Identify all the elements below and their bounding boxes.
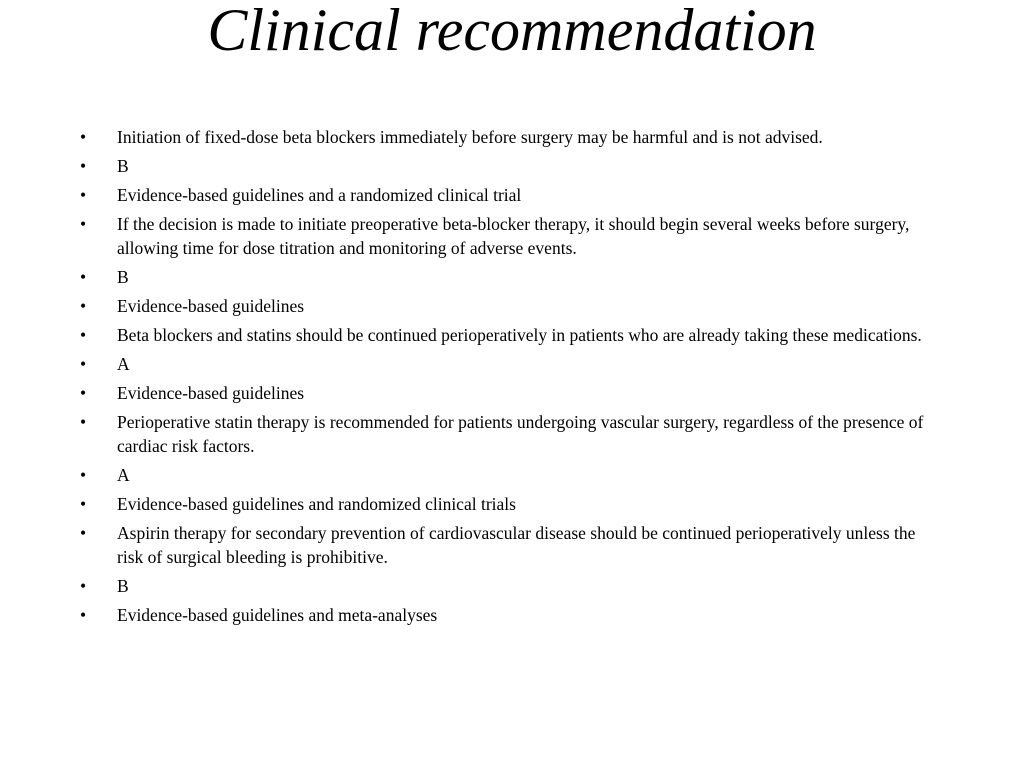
list-item: [80, 410, 940, 458]
bullet-icon: •: [80, 267, 87, 287]
list-item: [80, 154, 940, 178]
list-item-text: B: [117, 156, 129, 176]
bullet-icon: •: [80, 354, 87, 374]
bullet-icon: •: [80, 605, 87, 625]
list-item-text: A: [117, 465, 130, 485]
bullet-icon: •: [80, 325, 87, 345]
list-item: [80, 521, 940, 569]
bullet-icon: •: [80, 296, 87, 316]
list-item: [80, 125, 940, 149]
list-item-text: Perioperative statin therapy is recommended for patients undergoing vascular surgery, regardless of the presence of cardiac risk factors.: [117, 412, 924, 456]
bullet-icon: •: [80, 494, 87, 514]
list-item-text: Evidence-based guidelines and a randomized clinical trial: [117, 185, 522, 205]
list-item: [80, 265, 940, 289]
list-item-text: Evidence-based guidelines and meta-analyses: [117, 605, 438, 625]
list-item: [80, 183, 940, 207]
bullet-icon: •: [80, 576, 87, 596]
bullet-list: [80, 125, 940, 632]
bullet-icon: •: [80, 523, 87, 543]
bullet-icon: •: [80, 412, 87, 432]
bullet-icon: •: [80, 214, 87, 234]
list-item: [80, 212, 940, 260]
list-item-text: Aspirin therapy for secondary prevention of cardiovascular disease should be continued perioperatively unless the risk of surgical bleeding is prohibitive.: [117, 523, 916, 567]
slide-title: Clinical recommendation: [207, 0, 817, 63]
list-item-text: Evidence-based guidelines and randomized clinical trials: [117, 494, 516, 514]
list-item-text: B: [117, 576, 129, 596]
list-item-text: Evidence-based guidelines: [117, 296, 305, 316]
bullet-icon: •: [80, 127, 87, 147]
bullet-icon: •: [80, 383, 87, 403]
list-item-text: If the decision is made to initiate preoperative beta-blocker therapy, it should begin several weeks before surgery, allowing time for dose titration and monitoring of adverse events.: [117, 214, 910, 258]
list-item-text: Beta blockers and statins should be continued perioperatively in patients who are already taking these medications.: [117, 325, 922, 345]
list-item: [80, 603, 940, 627]
list-item: [80, 492, 940, 516]
list-item: [80, 463, 940, 487]
list-item: [80, 294, 940, 318]
bullet-icon: •: [80, 156, 87, 176]
bullet-icon: •: [80, 465, 87, 485]
list-item-text: B: [117, 267, 129, 287]
list-item: [80, 323, 940, 347]
list-item: [80, 352, 940, 376]
list-item-text: Evidence-based guidelines: [117, 383, 305, 403]
list-item: [80, 574, 940, 598]
list-item-text: A: [117, 354, 130, 374]
list-item: [80, 381, 940, 405]
list-item-text: Initiation of fixed-dose beta blockers immediately before surgery may be harmful and is not advised.: [117, 127, 823, 147]
bullet-icon: •: [80, 185, 87, 205]
